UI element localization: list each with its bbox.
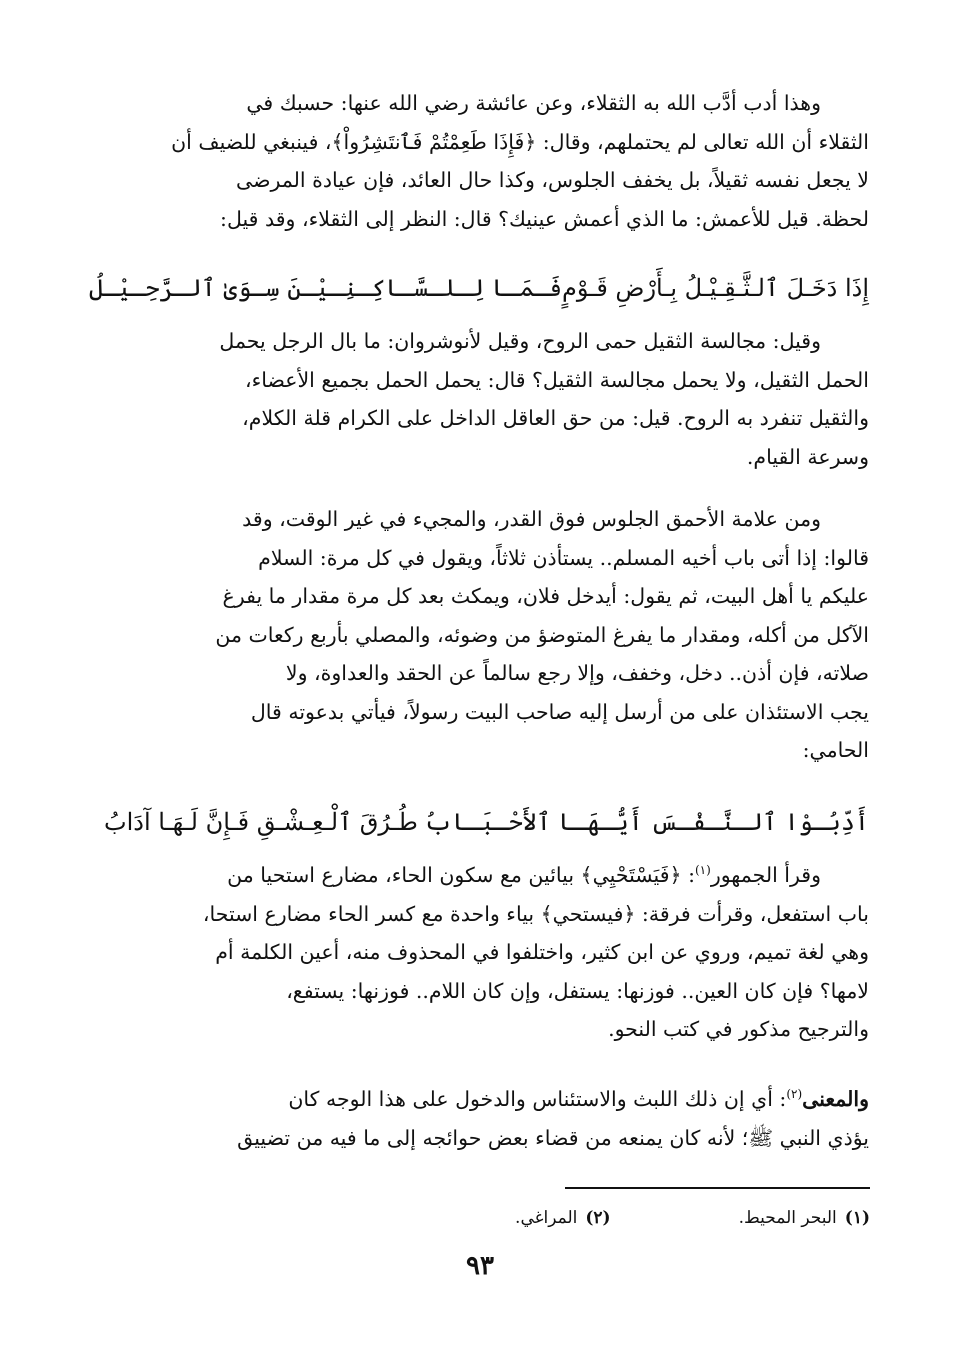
footnote-marker: (١)	[694, 863, 711, 878]
text-line: الثقلاء أن الله تعالى لم يحتملهم، وقال: ﴿فَإِذَا طَعِمْتُمْ فَٱنتَشِرُواْ﴾، فينبغي للضيف أن	[171, 129, 869, 154]
footnote-number: (٢)	[585, 1208, 611, 1228]
text-line	[104, 856, 869, 895]
poem-verse-1	[89, 268, 869, 308]
text-line: يؤذي النبي ﷺ؛ لأنه كان يمنعه من قضاء بعض حوائجه إلى ما فيه من تضييق	[237, 1125, 869, 1150]
text-segment: : أي إن ذلك اللبث والاستئناس والدخول على هذا الوجه كان	[288, 1087, 787, 1111]
footnote-text: البحر المحيط.	[738, 1208, 837, 1228]
footnote-number: (١)	[844, 1208, 870, 1228]
text-line: لا يجعل نفسه ثقيلاً، بل يخفف الجلوس، وكذا حال العائد، فإن عيادة المرضى	[236, 168, 869, 192]
text-line: وقيل: مجالسة الثقيل حمى الروح، وقيل لأنوشروان: ما بال الرجل يحمل	[219, 329, 821, 353]
verse-second-hemistich: فَـمَـا لِـلـسَّـاكِـنِـيْـنَ سِـوَىٰ ٱلـرَّحِـيْـلُ	[89, 274, 563, 302]
text-line: باب استفعل، وقرأت فرقة: ﴿فيستحي﴾ بياء واحدة مع كسر الحاء مضارع استحا،	[202, 901, 869, 926]
text-line	[104, 1080, 869, 1119]
text-line: وهذا أدب أدَّب الله به الثقلاء، وعن عائشة رضي الله عنها: حسبك في	[246, 91, 821, 115]
text-line: وسرعة القيام.	[746, 444, 869, 469]
footnote-1	[739, 1203, 870, 1233]
verse-first-hemistich: إِذَا دَخَـلَ ٱلـثَّـقِـيْـلُ بِـأَرْضِ قَـوْمٍ	[562, 274, 869, 302]
text-line: والترجيح مذكور في كتب النحو.	[608, 1017, 869, 1041]
text-line: عليكم يا أهل البيت، ثم يقول: أيدخل فلان، ويمكث بعد كل مرة مقدار ما يفرغ	[222, 584, 869, 608]
paragraph-anushirwan	[104, 322, 869, 476]
footnote-marker: (٢)	[786, 1087, 803, 1102]
text-line: والثقيل تنفرد به الروح. قيل: من حق العاقل الداخل على الكرام قلة الكلام،	[242, 406, 869, 430]
text-segment: وقرأ الجمهور	[710, 863, 821, 887]
text-line: وهي لغة تميم، وروي عن ابن كثير، واختلفوا في المحذوف منه، أعين الكلمة أم	[215, 940, 869, 964]
text-line: الحامي:	[802, 738, 869, 762]
poem-verse-2	[104, 802, 869, 842]
verse-first-hemistich: أَدِّبُـوْا ٱلـنَّـفْـسَ أَيُّـهَـا ٱلأَحْـبَـابُ	[424, 808, 869, 836]
text-line: الآكل من أكله، ومقدار ما يفرغ المتوضؤ من وضوئه، والمصلي بأربع ركعات من	[215, 622, 869, 647]
paragraph-istidhan	[104, 500, 869, 770]
footnotes	[330, 1203, 870, 1233]
text-segment: : ﴿فَيَسْتَحْيِي﴾ بيائين مع سكون الحاء، مضارع استحيا من	[227, 863, 695, 887]
text-line: قالوا: إذا أتى باب أخيه المسلم.. يستأذن ثلاثاً، ويقول في كل مرة: السلام	[258, 545, 869, 570]
text-line: يجب الاستئذان على من أرسل إليه صاحب البيت رسولاً، فيأتي بدعوته قال	[250, 699, 869, 724]
paragraph-meaning	[104, 1080, 869, 1157]
footnote-separator	[565, 1187, 870, 1189]
paragraph-thuqala	[104, 84, 869, 238]
footnote-text: المراغي.	[515, 1208, 578, 1228]
paragraph-qiraat	[104, 856, 869, 1049]
text-line: صلاته، فإن أذن.. دخل، وخفف، وإلا رجع سالماً عن الحقد والعداوة، ولا	[285, 661, 869, 685]
text-line: ومن علامة الأحمق الجلوس فوق القدر، والمجيء في غير الوقت، وقد	[242, 507, 821, 531]
verse-second-hemistich: طُـرُقَ ٱلْـعِـشْـقِ فَـإِنَّ لَـهَـا آدَابُ	[104, 808, 418, 836]
footnote-2	[515, 1203, 611, 1233]
page-number: ٩٣	[466, 1251, 494, 1281]
text-line: لحظة. قيل للأعمش: ما الذي أعمش عينيك؟ قال: النظر إلى الثقلاء، وقد قيل:	[220, 206, 869, 231]
meaning-lead: والمعنى	[802, 1087, 869, 1111]
text-line: الحمل الثقيل، ولا يحمل مجالسة الثقيل؟ قال: يحمل الحمل بجميع الأعضاء،	[244, 367, 869, 392]
text-line: لامها؟ فإن كان العين.. فوزنها: يستفل، وإن كان اللام.. فوزنها: يستفع،	[286, 978, 869, 1003]
